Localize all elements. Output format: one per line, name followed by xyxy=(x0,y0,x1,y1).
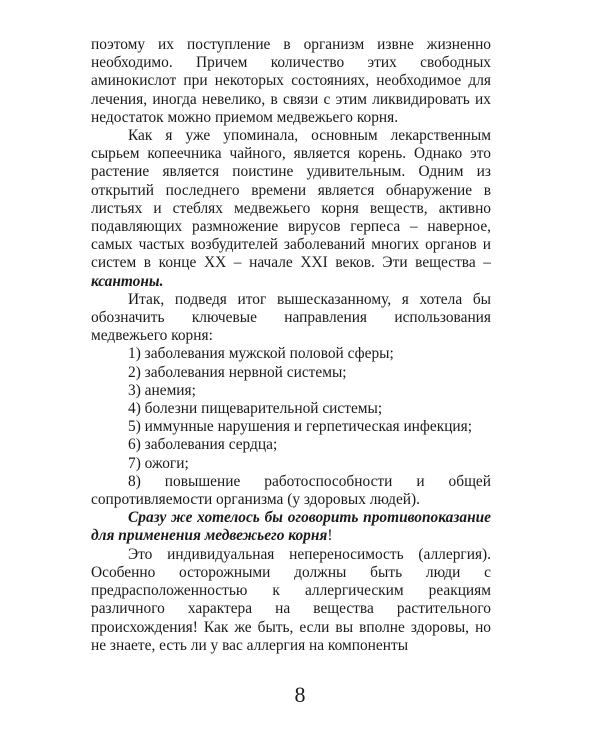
list-item-5: 5) иммунные нарушения и герпетическая инфекция; xyxy=(128,418,473,436)
paragraph-2 xyxy=(91,127,491,291)
paragraph-4 xyxy=(91,509,491,545)
page-body xyxy=(91,36,491,655)
page-number: 8 xyxy=(294,682,306,707)
list-item-4: 4) болезни пищеварительной системы; xyxy=(128,400,383,418)
paragraph-3: Итак, подведя итог вышесказанному, я хотела бы обозначить ключевые направления использования медвежьего корня: xyxy=(91,290,491,345)
list-item-1: 1) заболевания мужской половой сферы; xyxy=(128,345,394,363)
paragraph-5: Это индивидуальная непереносимость (аллергия). Особенно осторожными должны быть люди с предрасположенностью к аллергическим реакциям различного характера на вещества растительного происхождения! Как же быть, если вы вполне здоровы, но не знаете, есть ли у вас аллергия на компоненты xyxy=(91,545,491,654)
paragraph-2-emphasis: ксантоны. xyxy=(91,272,164,290)
list-item-3: 3) анемия; xyxy=(128,381,196,399)
list-item-2: 2) заболевания нервной системы; xyxy=(128,363,347,381)
paragraph-4-end: ! xyxy=(327,527,333,545)
paragraph-2-text: Как я уже упоминала, основным лекарственным сырьем копеечника чайного, является корень. Однако это растение является поистине удивительным. Одним из открытий последнего времени является обнаружение в листьях и стеблях медвежьего корня веществ, активно подавляющих размножение вирусов герпеса – наверное, самых частых возбудителей заболеваний многих органов и систем в конце XX – начале XXI веков. Эти вещества – xyxy=(91,127,491,272)
contraindication-heading: Сразу же хотелось бы оговорить противопоказание для применения медвежьего корня xyxy=(91,509,491,545)
list-item-8: 8) повышение работоспособности и общей сопротивляемости организма (у здоровых людей). xyxy=(91,472,491,509)
list-item-7: 7) ожоги; xyxy=(128,454,189,472)
list-item-6: 6) заболевания сердца; xyxy=(128,436,278,454)
paragraph-1: поэтому их поступление в организм извне жизненно необходимо. Причем количество этих свободных аминокислот при некоторых состояниях, необходимое для лечения, иногда невелико, в связи с этим ликвидировать их недостаток можно приемом медвежьего корня. xyxy=(91,36,491,126)
